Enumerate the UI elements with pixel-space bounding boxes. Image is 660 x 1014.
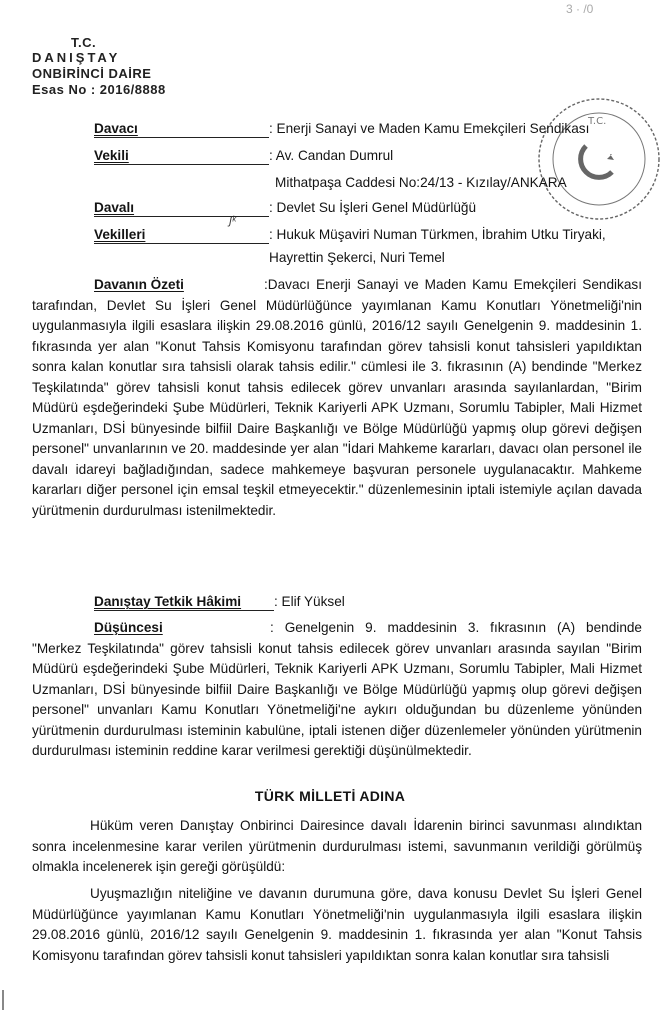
uyusmazlik-paragraph: Uyuşmazlığın niteliğine ve davanın durumuna göre, dava konusu Devlet Su İşleri Genel Müdürlüğünce yayımlanan Kamu Konutları Yönetmeliği'nin uygulanmasıyla ilgili esaslara ilişkin 29.08.2016 günlü, 2016/12 sayılı Genelgenin 9. maddesinin 1. fıkrasında yer alan "Konut Tahsis Komisyonu tarafından görev tahsisli konut tahsisleri yapıldıktan sonra kalan konutlar sıra tahsisli (32, 886, 642, 963)
ozet-text: :Davacı Enerji Sanayi ve Maden Kamu Emekçileri Sendikası tarafından, Devlet Su İşleri Genel Müdürlüğünce yayımlanan Kamu Konutları Yönetmeliği'nin uygulanmasıyla ilgili esaslara ilişkin 29.08.2016 günlü, 2016/12 sayılı Genelgenin 9. maddesinin 1. fıkrasında yer alan "Konut Tahsis Komisyonu tarafından görev tahsisli konut tahsisleri yapıldıktan sonra kalan konutlar sıra tahsisli olarak tahsis edilir." cümlesi ile 3. fıkrasının (A) bendinde "Merkez Teşkilatında" görev tahsisli konut tahsis edilecek görev unvanları arasında sayılanlardan, "Birim Müdürü eşdeğerindeki Şube Müdürleri, Teknik Kariyerli APK Uzmanı, Sorumlu Tabipler, Mali Hizmet Uzmanları, DSİ bünyesinde bilfiil Daire Başkanlığı ve Bölge Müdürlüğü yapmış olup görevi değişen personel" unvanlarının ve 20. maddesinde yer alan "İdari Mahkeme kararları, davacı olan personel ile davalı idareyi bağladığından, sadece mahkemeye başvuran personele uygulanacaktır. Mahkeme kararları diğer personel için emsal teşkil etmeyecektir." düzenlemesinin iptali istemiyle açılan davada yürütmenin durdurulması istenilmektedir. (32, 277, 642, 518)
dusuncesi-paragraph (32, 618, 642, 762)
dusunce-label: Düşüncesi (94, 620, 163, 635)
tetkik-label: Danıştay Tetkik Hâkimi (94, 594, 242, 609)
header-esas-no (32, 82, 166, 97)
davaci-value: : Enerji Sanayi ve Maden Kamu Emekçileri Sendikası (269, 121, 590, 136)
dusunce-text: : Genelgenin 9. maddesinin 3. fıkrasının (A) bendinde "Merkez Teşkilatında" görev tahsisli konut tahsis edilecek görev unvanları arasında sayılan "Birim Müdürü eşdeğerindeki Şube Müdürleri, Teknik Kariyerli APK Uzmanı, Sorumlu Tabipler, Mali Hizmet Uzmanları, DSİ bünyesinde bilfiil Daire Başkanlığı ve Bölge Müdürlüğü yapmış olup görevi değişen personel" unvanları Kamu Konutları Yönetmeliği'ne aykırı olduğundan bu düzenleme yönünden yürütmenin durdurulması isteminin kabulüne, iptali istenen diğer düzenlemeler yönünden yürütmenin durdurulması isteminin reddine karar verilmesi gerektiği düşünülmektedir. (32, 620, 642, 758)
vekilleri-label: Vekilleri (94, 227, 146, 242)
handwritten-initial-mark: ʃᵏ (229, 215, 236, 227)
esas-value: 2016/8888 (99, 82, 166, 97)
header-tc: T.C. (71, 35, 97, 50)
tetkik-value: : Elif Yüksel (274, 594, 345, 609)
svg-text:T.C.: T.C. (588, 116, 607, 127)
dava-ozeti-paragraph (32, 275, 642, 521)
vekilleri-value-line2: Hayrettin Şekerci, Nuri Temel (269, 250, 445, 265)
davali-label: Davalı (94, 200, 135, 215)
handwritten-corner-mark: 3 · /0 (566, 2, 594, 16)
esas-label: Esas No : (32, 82, 96, 97)
hukum-paragraph: Hüküm veren Danıştay Onbirinci Dairesince davalı İdarenin birinci savunması alındıktan sonra incelenmesine karar verilen yürütmenin durdurulması istemi, savunmanın verildiği görülmüş olmakla incelenerek işin gereği görüşüldü: (32, 818, 642, 874)
davaci-label: Davacı (94, 121, 138, 136)
ozet-label: Davanın Özeti (94, 277, 184, 292)
vekili-label: Vekili (94, 148, 129, 163)
section-title: TÜRK MİLLETİ ADINA (254, 788, 406, 804)
vekili-address: Mithatpaşa Caddesi No:24/13 - Kızılay/ANKARA (275, 175, 567, 190)
scan-edge-mark (2, 990, 4, 1010)
vekilleri-value-line1: : Hukuk Müşaviri Numan Türkmen, İbrahim Utku Tiryaki, (269, 227, 606, 242)
davali-value: : Devlet Su İşleri Genel Müdürlüğü (269, 200, 477, 215)
vekilleri-rule (94, 243, 269, 244)
header-department: ONBİRİNCİ DAİRE (32, 66, 152, 81)
header-court-name: DANIŞTAY (32, 50, 121, 65)
davali-rule (94, 216, 269, 217)
vekili-value: : Av. Candan Dumrul (269, 148, 394, 163)
tetkik-rule (94, 610, 274, 611)
davaci-rule (94, 137, 269, 138)
vekili-rule (94, 164, 269, 165)
court-seal-stamp (528, 88, 660, 230)
